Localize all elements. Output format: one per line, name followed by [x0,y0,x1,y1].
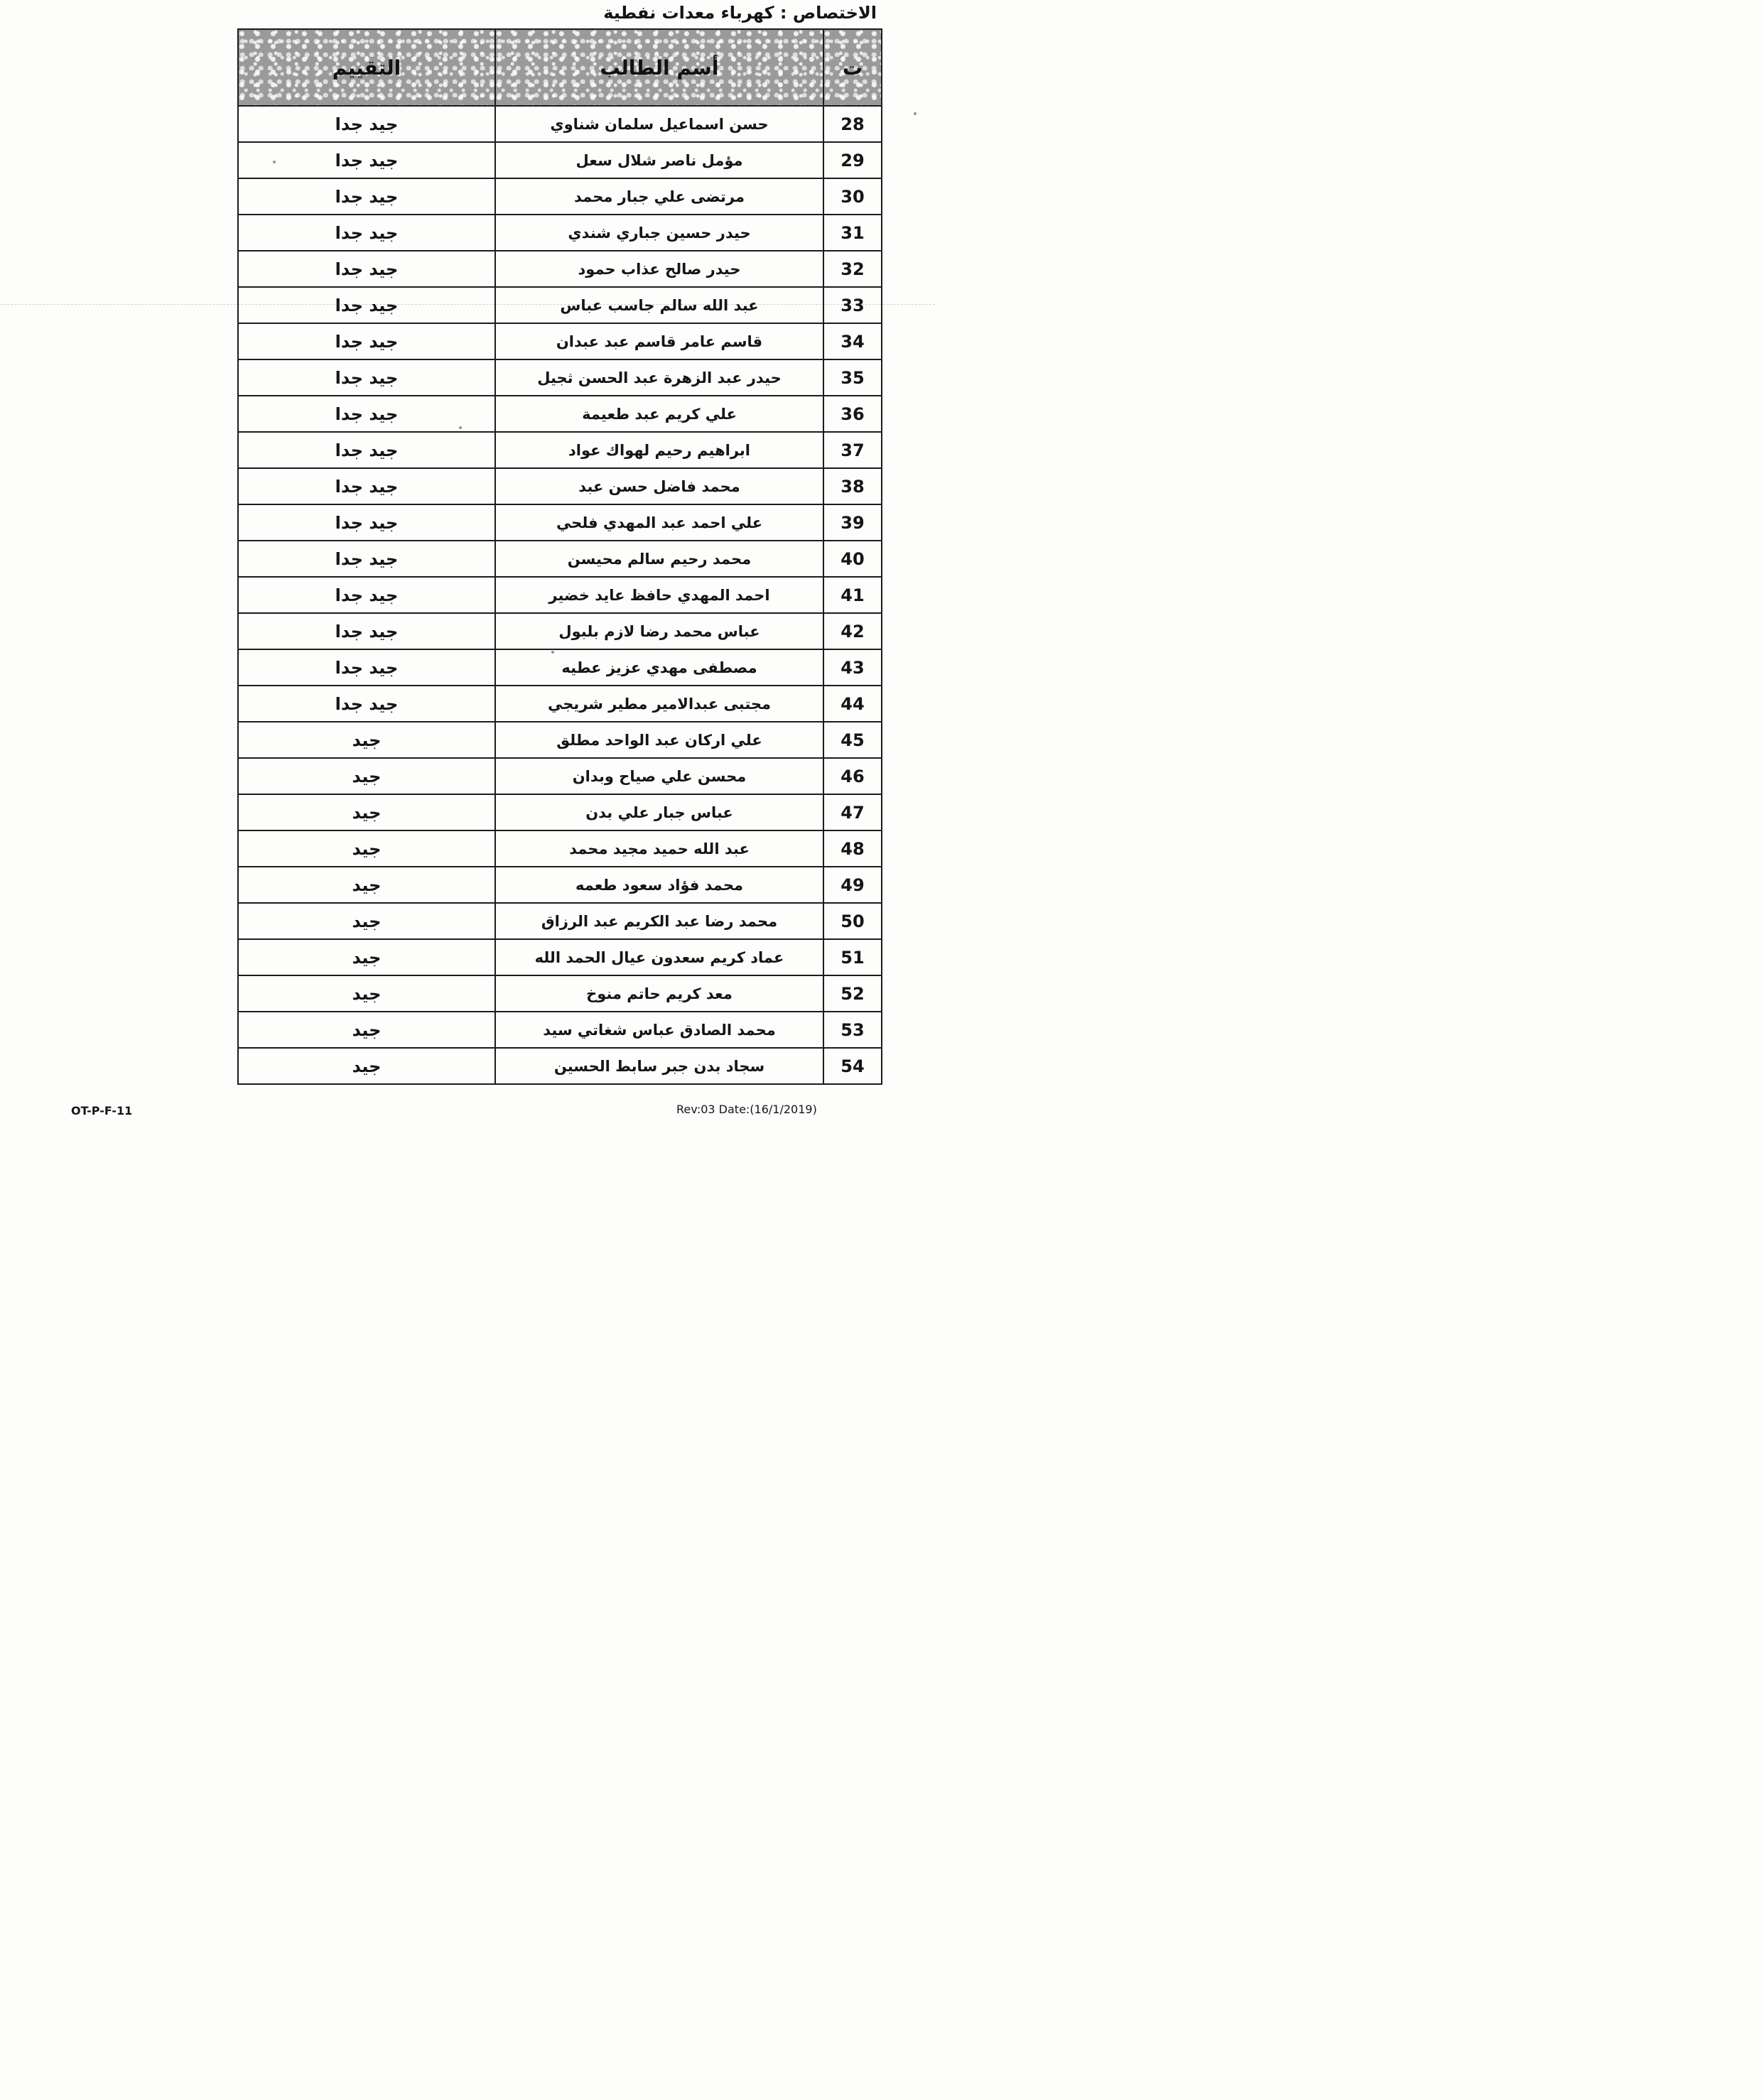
column-header-grade: التقييم [238,29,495,106]
table-row [238,577,882,613]
student-name: مؤمل ناصر شلال سعل [495,142,823,178]
student-name: مرتضى علي جبار محمد [495,178,823,215]
student-grade: جيد [238,830,495,867]
student-name: عباس محمد رضا لازم بلبول [495,613,823,649]
table-row [238,541,882,577]
table-row [238,178,882,215]
student-grade: جيد [238,722,495,758]
scan-speck [914,112,917,115]
row-number: 31 [823,215,882,251]
table-row [238,287,882,323]
student-name: محمد رحيم سالم محيسن [495,541,823,577]
row-number: 35 [823,359,882,396]
student-grade: جيد جدا [238,142,495,178]
student-name: عبد الله سالم جاسب عباس [495,287,823,323]
student-grade: جيد [238,975,495,1012]
student-name: احمد المهدي حافظ عايد خضير [495,577,823,613]
table-row [238,1048,882,1084]
table-row [238,359,882,396]
row-number: 39 [823,504,882,541]
student-grade: جيد [238,794,495,830]
student-name: قاسم عامر قاسم عبد عبدان [495,323,823,359]
table-row [238,215,882,251]
student-grade: جيد جدا [238,251,495,287]
table-row [238,794,882,830]
student-grade: جيد جدا [238,686,495,722]
student-grade: جيد جدا [238,504,495,541]
row-number: 50 [823,903,882,939]
row-number: 54 [823,1048,882,1084]
student-name: حسن اسماعيل سلمان شناوي [495,106,823,142]
table-body [238,106,882,1084]
student-name: عباس جبار علي بدن [495,794,823,830]
table-row [238,323,882,359]
row-number: 48 [823,830,882,867]
table-row [238,722,882,758]
row-number: 33 [823,287,882,323]
student-name: مجتبى عبدالامير مطير شريجي [495,686,823,722]
student-name: حيدر حسين جباري شندي [495,215,823,251]
row-number: 36 [823,396,882,432]
row-number: 28 [823,106,882,142]
student-grade: جيد جدا [238,396,495,432]
table-row [238,396,882,432]
student-grade: جيد [238,758,495,794]
student-name: علي اركان عبد الواحد مطلق [495,722,823,758]
student-grade: جيد جدا [238,287,495,323]
student-name: محمد فؤاد سعود طعمه [495,867,823,903]
student-grade: جيد جدا [238,178,495,215]
row-number: 52 [823,975,882,1012]
student-grade: جيد [238,903,495,939]
table-header-row [238,29,882,106]
student-name: حيدر عبد الزهرة عبد الحسن ثجيل [495,359,823,396]
table-row [238,649,882,686]
row-number: 44 [823,686,882,722]
student-grade: جيد جدا [238,577,495,613]
row-number: 51 [823,939,882,975]
row-number: 53 [823,1012,882,1048]
student-name: معد كريم حاتم منوخ [495,975,823,1012]
column-header-number: ت [823,29,882,106]
table-row [238,758,882,794]
row-number: 38 [823,468,882,504]
row-number: 46 [823,758,882,794]
table-row [238,975,882,1012]
student-grade: جيد جدا [238,432,495,468]
row-number: 42 [823,613,882,649]
student-grade: جيد [238,1048,495,1084]
row-number: 45 [823,722,882,758]
table-row [238,903,882,939]
form-code: OT-P-F-11 [71,1104,133,1117]
specialization-heading: الاختصاص : كهرباء معدات نفطية [603,3,877,23]
table-row [238,504,882,541]
table-row [238,867,882,903]
revision-date: Rev:03 Date:(16/1/2019) [676,1103,817,1116]
table-row [238,251,882,287]
student-name: عماد كريم سعدون عيال الحمد الله [495,939,823,975]
row-number: 29 [823,142,882,178]
student-grade: جيد جدا [238,359,495,396]
student-name: محمد رضا عبد الكريم عبد الرزاق [495,903,823,939]
table-row [238,613,882,649]
table-row [238,939,882,975]
student-grade: جيد جدا [238,468,495,504]
student-name: حيدر صالح عذاب حمود [495,251,823,287]
row-number: 34 [823,323,882,359]
student-grade: جيد جدا [238,323,495,359]
student-grade: جيد جدا [238,215,495,251]
table-row [238,432,882,468]
student-grade: جيد [238,939,495,975]
student-name: محمد الصادق عباس شغاتي سيد [495,1012,823,1048]
table-row [238,686,882,722]
student-name: علي كريم عبد طعيمة [495,396,823,432]
table-row [238,830,882,867]
student-name: مصطفى مهدي عزيز عطيه [495,649,823,686]
student-name: سجاد بدن جبر سابط الحسين [495,1048,823,1084]
row-number: 40 [823,541,882,577]
student-name: علي احمد عبد المهدي فلحي [495,504,823,541]
student-grades-table [237,28,882,1085]
student-grade: جيد [238,867,495,903]
student-grade: جيد جدا [238,541,495,577]
row-number: 32 [823,251,882,287]
table-row [238,106,882,142]
student-grade: جيد [238,1012,495,1048]
student-grade: جيد جدا [238,649,495,686]
table-row [238,1012,882,1048]
column-header-name: أسم الطالب [495,29,823,106]
student-name: محسن علي صياح وبدان [495,758,823,794]
table-row [238,468,882,504]
table-row [238,142,882,178]
student-name: محمد فاضل حسن عبد [495,468,823,504]
row-number: 43 [823,649,882,686]
student-grade: جيد جدا [238,106,495,142]
row-number: 41 [823,577,882,613]
student-name: ابراهيم رحيم لهواك عواد [495,432,823,468]
row-number: 37 [823,432,882,468]
student-name: عبد الله حميد مجيد محمد [495,830,823,867]
row-number: 49 [823,867,882,903]
student-grade: جيد جدا [238,613,495,649]
row-number: 30 [823,178,882,215]
row-number: 47 [823,794,882,830]
